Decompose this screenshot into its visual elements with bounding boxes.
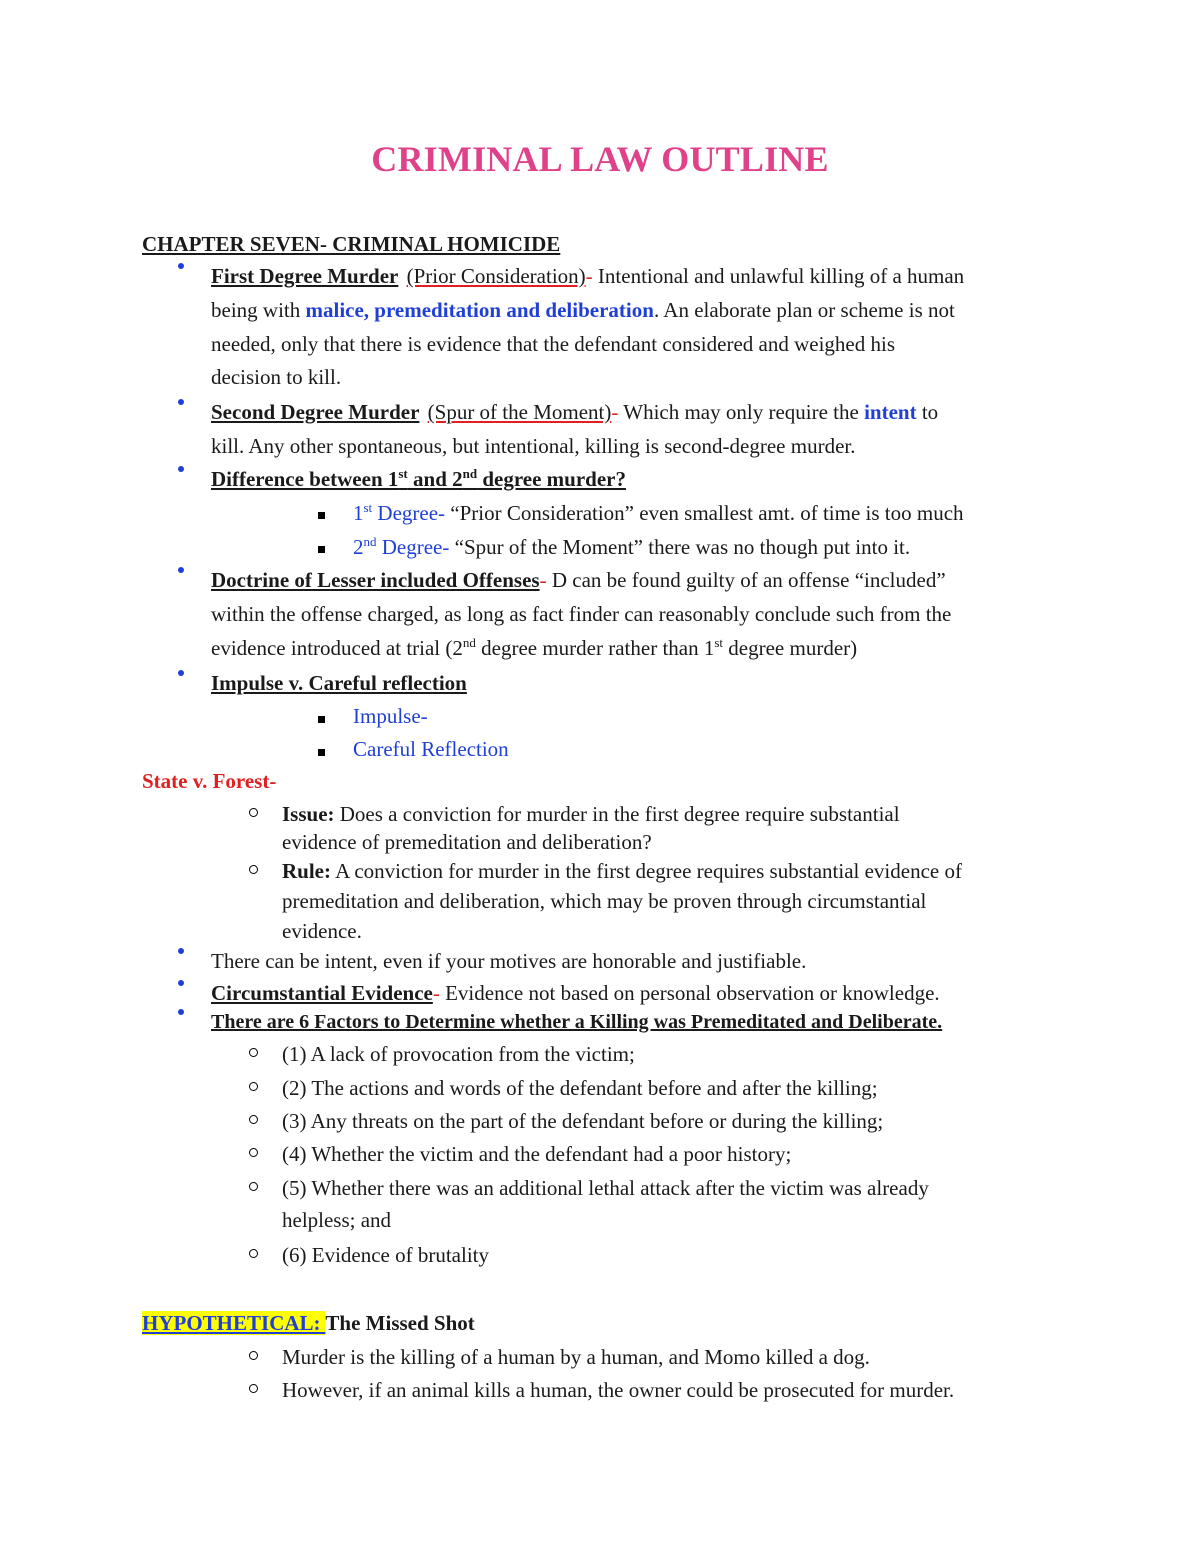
factors-heading: There are 6 Factors to Determine whether a Killing was Premeditated and Deliberate.	[211, 1011, 943, 1033]
first-degree-text-2b: . An elaborate plan or scheme is not	[653, 298, 955, 322]
difference-sup-1: st	[398, 466, 408, 481]
circumstantial-text: Evidence not based on personal observation or knowledge.	[439, 981, 940, 1005]
factor-2: (2) The actions and words of the defendant before and after the killing;	[282, 1076, 878, 1100]
hypothetical-point-1: Murder is the killing of a human by a human, and Momo killed a dog.	[282, 1345, 870, 1369]
square-bullet-icon	[318, 512, 325, 519]
first-degree-emphasis: malice, premeditation and deliberation	[305, 298, 654, 322]
first-degree-line-2	[211, 297, 955, 323]
difference-item-2	[353, 534, 910, 560]
lesser-text-3a: evidence introduced at trial (2	[211, 636, 463, 660]
document-title: CRIMINAL LAW OUTLINE	[371, 139, 829, 179]
second-degree-dash: -	[611, 400, 619, 424]
difference-item-1-num: 1	[353, 501, 364, 525]
circumstantial-dash: -	[432, 981, 440, 1005]
first-degree-line-3: needed, only that there is evidence that the defendant considered and weighed his	[211, 332, 895, 356]
difference-heading-b: and 2	[407, 467, 463, 491]
lesser-sup-2: st	[714, 635, 724, 650]
difference-item-1	[353, 500, 964, 526]
case-issue-line-1	[282, 801, 900, 827]
difference-item-2-text: “Spur of the Moment” there was no though put into it.	[449, 535, 911, 559]
second-degree-text-1b: to	[916, 400, 939, 424]
first-degree-line-4: decision to kill.	[211, 365, 342, 389]
bullet-icon	[178, 1009, 184, 1015]
case-issue-label: Issue:	[282, 802, 335, 826]
factor-4: (4) Whether the victim and the defendant had a poor history;	[282, 1142, 792, 1166]
circle-bullet-icon	[249, 1115, 258, 1124]
bullet-icon	[178, 263, 184, 269]
second-degree-line-2: kill. Any other spontaneous, but intentional, killing is second-degree murder.	[211, 434, 856, 458]
lesser-text-3c: degree murder)	[723, 636, 858, 660]
difference-heading-a: Difference between 1	[211, 467, 399, 491]
difference-heading-c: degree murder?	[477, 467, 626, 491]
difference-item-1-sup: st	[363, 500, 373, 515]
case-issue-line-2: evidence of premeditation and deliberation?	[282, 830, 652, 854]
hypothetical-heading	[142, 1310, 475, 1336]
bullet-icon	[178, 670, 184, 676]
lesser-line-2: within the offense charged, as long as fact finder can reasonably conclude such from the	[211, 602, 952, 626]
second-degree-line-1	[211, 399, 938, 425]
circle-bullet-icon	[249, 1048, 258, 1057]
square-bullet-icon	[318, 546, 325, 553]
first-degree-text-1: Intentional and unlawful killing of a human	[592, 264, 965, 288]
circle-bullet-icon	[249, 1182, 258, 1191]
case-rule-line-2: premeditation and deliberation, which may be proven through circumstantial	[282, 889, 927, 913]
difference-item-1-label: Degree-	[372, 501, 446, 525]
impulse-heading: Impulse v. Careful reflection	[211, 671, 467, 695]
square-bullet-icon	[318, 749, 325, 756]
hypothetical-title: The Missed Shot	[325, 1311, 475, 1335]
second-degree-text-1a: Which may only require the	[618, 400, 865, 424]
first-degree-line-1	[211, 263, 964, 289]
lesser-sup-1: nd	[462, 635, 476, 650]
case-name: State v. Forest-	[142, 769, 277, 793]
circle-bullet-icon	[249, 1148, 258, 1157]
circle-bullet-icon	[249, 1082, 258, 1091]
circle-bullet-icon	[249, 1351, 258, 1360]
first-degree-dash: -	[585, 264, 593, 288]
lesser-line-3	[211, 635, 857, 661]
lesser-text-3b: degree murder rather than 1	[475, 636, 715, 660]
case-rule-label: Rule:	[282, 859, 331, 883]
second-degree-paren: (Spur of the Moment)	[427, 400, 612, 424]
second-degree-term: Second Degree Murder	[211, 400, 420, 424]
chapter-heading: CHAPTER SEVEN- CRIMINAL HOMICIDE	[142, 232, 561, 256]
hypothetical-label: HYPOTHETICAL:	[142, 1311, 326, 1335]
factor-5-line-1: (5) Whether there was an additional lethal attack after the victim was already	[282, 1176, 929, 1200]
square-bullet-icon	[318, 716, 325, 723]
second-degree-emphasis: intent	[864, 400, 917, 424]
difference-item-2-sup: nd	[363, 534, 377, 549]
case-rule-line-3: evidence.	[282, 919, 362, 943]
factor-3: (3) Any threats on the part of the defendant before or during the killing;	[282, 1109, 884, 1133]
factor-6: (6) Evidence of brutality	[282, 1243, 490, 1267]
circumstantial-term: Circumstantial Evidence	[211, 981, 433, 1005]
factor-1: (1) A lack of provocation from the victim;	[282, 1042, 635, 1066]
bullet-icon	[178, 980, 184, 986]
impulse-item-1: Impulse-	[353, 704, 428, 728]
difference-item-2-label: Degree-	[376, 535, 450, 559]
lesser-text-1: D can be found guilty of an offense “included”	[546, 568, 946, 592]
first-degree-text-2a: being with	[211, 298, 306, 322]
circle-bullet-icon	[249, 1384, 258, 1393]
lesser-line-1	[211, 567, 946, 593]
bullet-icon	[178, 466, 184, 472]
bullet-icon	[178, 948, 184, 954]
lesser-dash: -	[539, 568, 547, 592]
lesser-term: Doctrine of Lesser included Offenses	[211, 568, 540, 592]
intent-note: There can be intent, even if your motives are honorable and justifiable.	[211, 949, 807, 973]
first-degree-term: First Degree Murder	[211, 264, 399, 288]
circumstantial-line	[211, 980, 940, 1006]
difference-sup-2: nd	[462, 466, 478, 481]
case-rule-text-1: A conviction for murder in the first degree requires substantial evidence of	[331, 859, 962, 883]
circle-bullet-icon	[249, 865, 258, 874]
difference-heading	[211, 466, 626, 492]
first-degree-paren: (Prior Consideration)	[406, 264, 586, 288]
case-issue-text-1: Does a conviction for murder in the first degree require substantial	[334, 802, 900, 826]
impulse-item-2: Careful Reflection	[353, 737, 509, 761]
circle-bullet-icon	[249, 1249, 258, 1258]
difference-item-2-num: 2	[353, 535, 364, 559]
difference-item-1-text: “Prior Consideration” even smallest amt. of time is too much	[445, 501, 964, 525]
bullet-icon	[178, 567, 184, 573]
hypothetical-point-2: However, if an animal kills a human, the owner could be prosecuted for murder.	[282, 1378, 955, 1402]
bullet-icon	[178, 399, 184, 405]
case-rule-line-1	[282, 858, 962, 884]
circle-bullet-icon	[249, 808, 258, 817]
factor-5-line-2: helpless; and	[282, 1208, 392, 1232]
